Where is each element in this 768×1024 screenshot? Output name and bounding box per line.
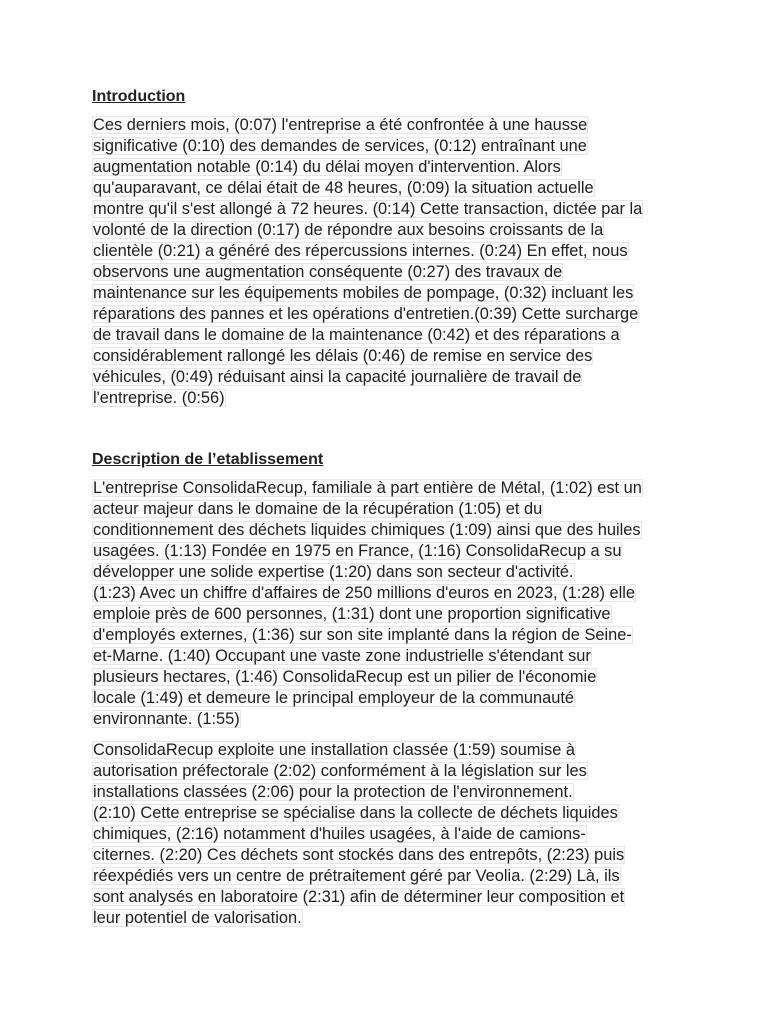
text-line: leur potentiel de valorisation. [93,909,302,927]
text-line: installations classées (2:06) pour la protection de l'environnement. [93,783,573,801]
text-line: considérablement rallongé les délais (0:46) de remise en service des [93,347,593,365]
text-line: maintenance sur les équipements mobiles de pompage, (0:32) incluant les [93,284,634,302]
text-line: locale (1:49) et demeure le principal employeur de la communauté [93,689,575,707]
text-line: emploie près de 600 personnes, (1:31) dont une proportion significative [93,605,611,623]
text-line: acteur majeur dans le domaine de la récupération (1:05) et du [93,500,543,518]
text-line: observons une augmentation conséquente (0:27) des travaux de [93,263,563,281]
text-line: augmentation notable (0:14) du délai moyen d'intervention. Alors [93,158,561,176]
paragraph [92,115,680,409]
section-title-description: Description de l’etablissement [92,451,324,468]
text-line: sont analysés en laboratoire (2:31) afin de déterminer leur composition et [93,888,625,906]
text-line: volonté de la direction (0:17) de répondre aux besoins croissants de la [93,221,604,239]
text-line: l'entreprise. (0:56) [93,389,225,407]
text-line: clientèle (0:21) a généré des répercussions internes. (0:24) En effet, nous [93,242,628,260]
text-line: et-Marne. (1:40) Occupant une vaste zone industrielle s'étendant sur [93,647,591,665]
text-line: significative (0:10) des demandes de services, (0:12) entraînant une [93,137,587,155]
text-line: (1:23) Avec un chiffre d'affaires de 250 millions d'euros en 2023, (1:28) elle [93,584,636,602]
text-line: environnante. (1:55) [93,710,240,728]
text-line: de travail dans le domaine de la maintenance (0:42) et des réparations a [93,326,620,344]
text-line: plusieurs hectares, (1:46) ConsolidaRecup est un pilier de l'économie [93,668,597,686]
text-line: usagées. (1:13) Fondée en 1975 en France, (1:16) ConsolidaRecup a su [93,542,622,560]
text-line: conditionnement des déchets liquides chimiques (1:09) ainsi que des huiles [93,521,641,539]
section-title-introduction: Introduction [92,88,186,105]
document-page [92,86,680,939]
section-introduction [92,86,680,409]
text-line: autorisation préfectorale (2:02) conformément à la législation sur les [93,762,587,780]
text-line: réexpédiés vers un centre de prétraitement géré par Veolia. (2:29) Là, ils [93,867,620,885]
text-line: chimiques, (2:16) notamment d'huiles usagées, à l'aide de camions- [93,825,586,843]
section-description [92,449,680,929]
paragraph [92,740,680,929]
text-line: d'employés externes, (1:36) sur son site implanté dans la région de Seine- [93,626,632,644]
text-line: qu'auparavant, ce délai était de 48 heures, (0:09) la situation actuelle [93,179,594,197]
text-line: véhicules, (0:49) réduisant ainsi la capacité journalière de travail de [93,368,582,386]
text-line: Ces derniers mois, (0:07) l'entreprise a été confrontée à une hausse [93,116,588,134]
text-line: développer une solide expertise (1:20) dans son secteur d'activité. [93,563,574,581]
text-line: (2:10) Cette entreprise se spécialise dans la collecte de déchets liquides [93,804,618,822]
text-line: montre qu'il s'est allongé à 72 heures. (0:14) Cette transaction, dictée par la [93,200,643,218]
text-line: réparations des pannes et les opérations d'entretien.(0:39) Cette surcharge [93,305,639,323]
paragraph [92,478,680,730]
text-line: citernes. (2:20) Ces déchets sont stockés dans des entrepôts, (2:23) puis [93,846,625,864]
text-line: ConsolidaRecup exploite une installation classée (1:59) soumise à [93,741,575,759]
text-line: L'entreprise ConsolidaRecup, familiale à part entière de Métal, (1:02) est un [93,479,642,497]
